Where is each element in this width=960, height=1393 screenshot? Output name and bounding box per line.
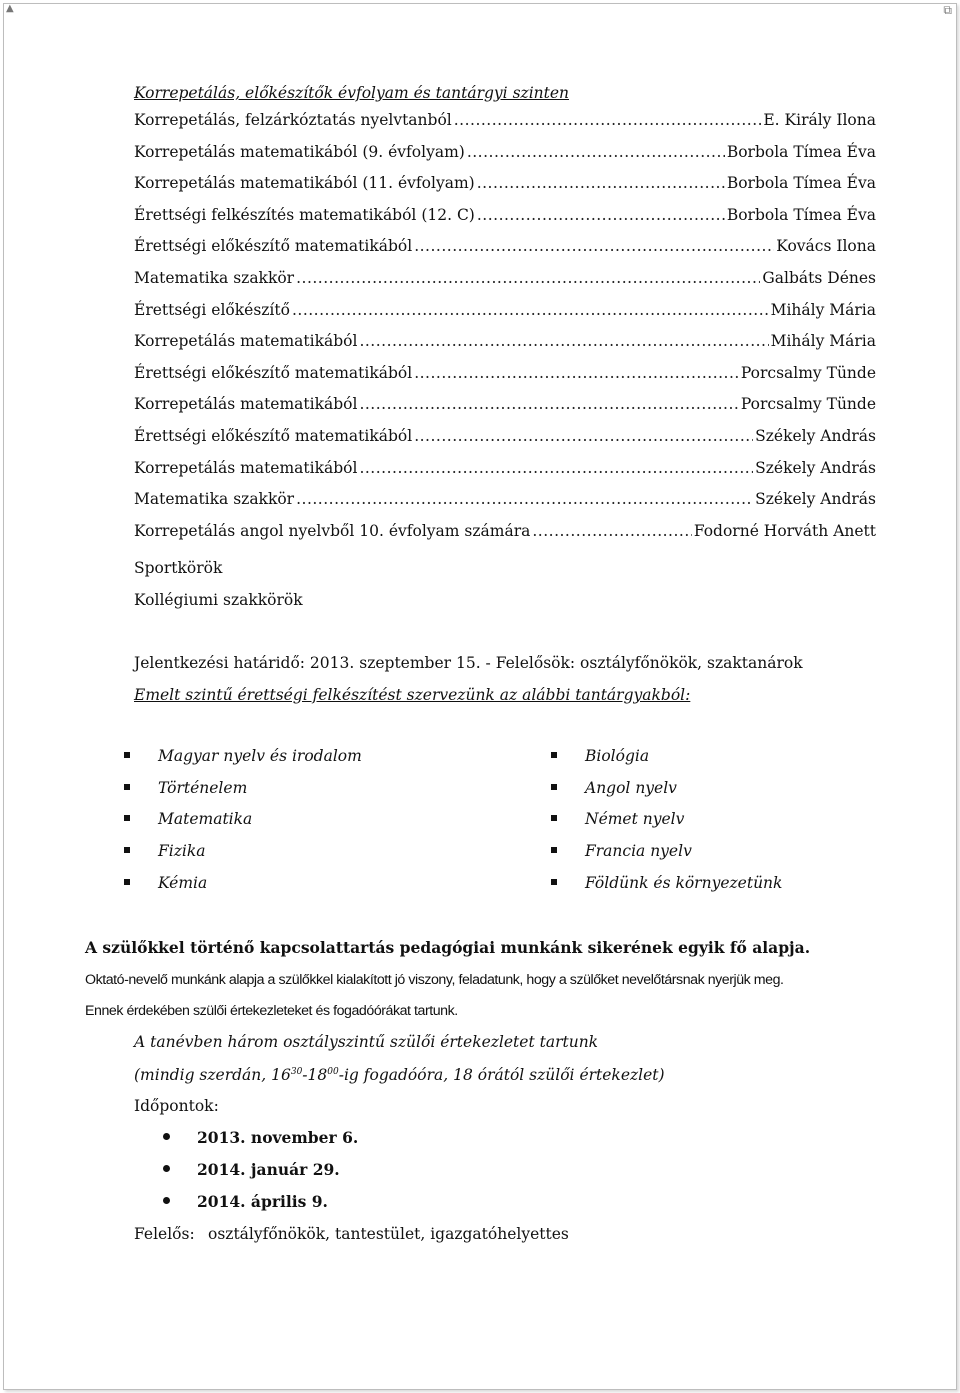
dates-list: [163, 1128, 358, 1224]
responsible-line: Felelős: osztályfőnökök, tantestület, igazgatóhelyettes: [134, 1225, 569, 1243]
course-subject: Korrepetálás matematikából (11. évfolyam): [134, 174, 475, 193]
subject-item: [124, 779, 362, 811]
date-label: 2014. január 29.: [197, 1160, 340, 1179]
parent-contact-statement: A szülőkkel történő kapcsolattartás pedagógiai munkánk sikerének egyik fő alapja.: [85, 938, 811, 957]
subject-label: Magyar nyelv és irodalom: [158, 747, 362, 765]
course-subject: Korrepetálás, felzárkóztatás nyelvtanból: [134, 111, 452, 129]
dot-leader: [296, 269, 760, 287]
course-subject: Érettségi előkészítő matematikából: [134, 237, 413, 256]
round-bullet-icon: [163, 1133, 170, 1140]
course-row: [134, 395, 876, 427]
dot-leader: [296, 490, 753, 508]
course-subject: Korrepetálás matematikából (9. évfolyam): [134, 142, 465, 161]
subject-item: [124, 842, 362, 874]
square-bullet-icon: [551, 815, 557, 821]
course-row: [134, 206, 876, 238]
subject-label: Történelem: [158, 778, 248, 797]
course-teacher: E. Király Ilona: [763, 111, 876, 129]
square-bullet-icon: [551, 784, 557, 790]
subject-label: Földünk és környezetünk: [585, 873, 783, 892]
dot-leader: [477, 206, 725, 224]
course-row: [134, 174, 876, 206]
course-teacher: Mihály Mária: [770, 332, 876, 351]
course-subject: Matematika szakkör: [134, 490, 295, 509]
course-row: [134, 111, 876, 143]
subject-label: Fizika: [158, 842, 206, 861]
square-bullet-icon: [124, 847, 130, 853]
dot-leader: [467, 143, 725, 161]
course-teacher: Fodorné Horváth Anett: [693, 521, 876, 540]
subject-item: [551, 810, 782, 842]
sportkorok-line: Sportkörök: [134, 559, 223, 577]
square-bullet-icon: [124, 815, 130, 821]
round-bullet-icon: [163, 1165, 170, 1172]
dot-leader: [359, 395, 738, 413]
course-subject: Korrepetálás matematikából: [134, 458, 358, 477]
dot-leader: [477, 174, 725, 192]
dates-label: Időpontok:: [134, 1097, 219, 1115]
course-subject: Érettségi felkészítés matematikából (12. C): [134, 205, 475, 224]
course-row: [134, 427, 876, 459]
course-teacher: Kovács Ilona: [776, 237, 876, 256]
subject-label: Matematika: [158, 810, 253, 829]
subject-item: [551, 779, 782, 811]
course-row: [134, 522, 876, 554]
course-subject: Érettségi előkészítő matematikából: [134, 426, 413, 445]
subject-label: Francia nyelv: [585, 842, 692, 861]
course-subject: Matematika szakkör: [134, 268, 295, 287]
course-subject: Érettségi előkészítő: [134, 300, 290, 319]
subject-label: Kémia: [158, 873, 208, 892]
dot-leader: [454, 111, 762, 129]
course-row: [134, 332, 876, 364]
square-bullet-icon: [551, 847, 557, 853]
date-label: 2014. április 9.: [197, 1192, 328, 1211]
subject-item: [551, 842, 782, 874]
date-item: [163, 1192, 358, 1224]
course-teacher: Borbola Tímea Éva: [726, 174, 876, 193]
subject-item: [551, 874, 782, 906]
course-teacher: Porcsalmy Tünde: [740, 363, 876, 382]
dot-leader: [414, 237, 774, 255]
course-teacher: Galbáts Dénes: [762, 268, 876, 287]
subject-item: [551, 747, 782, 779]
paragraph-line-1: Oktató-nevelő munkánk alapja a szülőkkel kialakított jó viszony, feladatunk, hogy a szülőket nevelőtársnak nyerjük meg.: [85, 972, 784, 988]
date-item: [163, 1128, 358, 1160]
course-row: [134, 237, 876, 269]
page-marker-icon: ▲: [6, 3, 14, 14]
subject-item: [124, 747, 362, 779]
square-bullet-icon: [551, 879, 557, 885]
course-teacher: Székely András: [755, 426, 876, 445]
round-bullet-icon: [163, 1197, 170, 1204]
course-subject: Korrepetálás matematikából: [134, 332, 358, 351]
square-bullet-icon: [124, 784, 130, 790]
meeting-line: A tanévben három osztályszintű szülői értekezletet tartunk: [134, 1033, 599, 1051]
subjects-right-list: [551, 747, 782, 905]
date-item: [163, 1160, 358, 1192]
section-heading: Korrepetálás, előkészítők évfolyam és tantárgyi szinten: [134, 84, 570, 102]
course-subject: Korrepetálás matematikából: [134, 395, 358, 414]
open-page-icon[interactable]: ⧉: [943, 3, 952, 17]
square-bullet-icon: [124, 879, 130, 885]
kollegiumi-line: Kollégiumi szakkörök: [134, 591, 303, 609]
advanced-exam-heading: Emelt szintű érettségi felkészítést szervezünk az alábbi tantárgyakból:: [134, 686, 691, 704]
dot-leader: [359, 459, 753, 477]
square-bullet-icon: [124, 752, 130, 758]
dot-leader: [414, 427, 753, 445]
subjects-left-list: [124, 747, 362, 905]
subject-label: Német nyelv: [585, 810, 685, 829]
paragraph-line-2: Ennek érdekében szülői értekezleteket és fogadóórákat tartunk.: [85, 1003, 458, 1019]
dot-leader: [414, 364, 739, 382]
course-teacher: Székely András: [755, 490, 876, 509]
deadline-line: Jelentkezési határidő: 2013. szeptember 15. - Felelősök: osztályfőnökök, szaktanárok: [134, 654, 803, 672]
course-teacher: Mihály Mária: [770, 300, 876, 319]
subject-label: Biológia: [585, 747, 650, 765]
course-row: [134, 459, 876, 491]
dot-leader: [532, 522, 691, 540]
course-row: [134, 490, 876, 522]
course-teacher: Székely András: [755, 458, 876, 477]
course-teacher: Borbola Tímea Éva: [726, 205, 876, 224]
course-row: [134, 301, 876, 333]
dot-leader: [292, 301, 769, 319]
subject-label: Angol nyelv: [585, 778, 677, 797]
dot-leader: [359, 332, 768, 350]
course-teacher: Borbola Tímea Éva: [726, 142, 876, 161]
course-row: [134, 269, 876, 301]
square-bullet-icon: [551, 752, 557, 758]
course-row: [134, 143, 876, 175]
course-row: [134, 364, 876, 396]
date-label: 2013. november 6.: [197, 1128, 359, 1147]
course-teacher: Porcsalmy Tünde: [740, 395, 876, 414]
subject-item: [124, 810, 362, 842]
course-subject: Érettségi előkészítő matematikából: [134, 363, 413, 382]
course-list: [134, 111, 876, 553]
schedule-line: (mindig szerdán, $16^{30}-18^{00}-ig$ fogadóóra, 18 órától szülői értekezlet): [134, 1066, 665, 1084]
subject-item: [124, 874, 362, 906]
course-subject: Korrepetálás angol nyelvből 10. évfolyam számára: [134, 521, 531, 540]
